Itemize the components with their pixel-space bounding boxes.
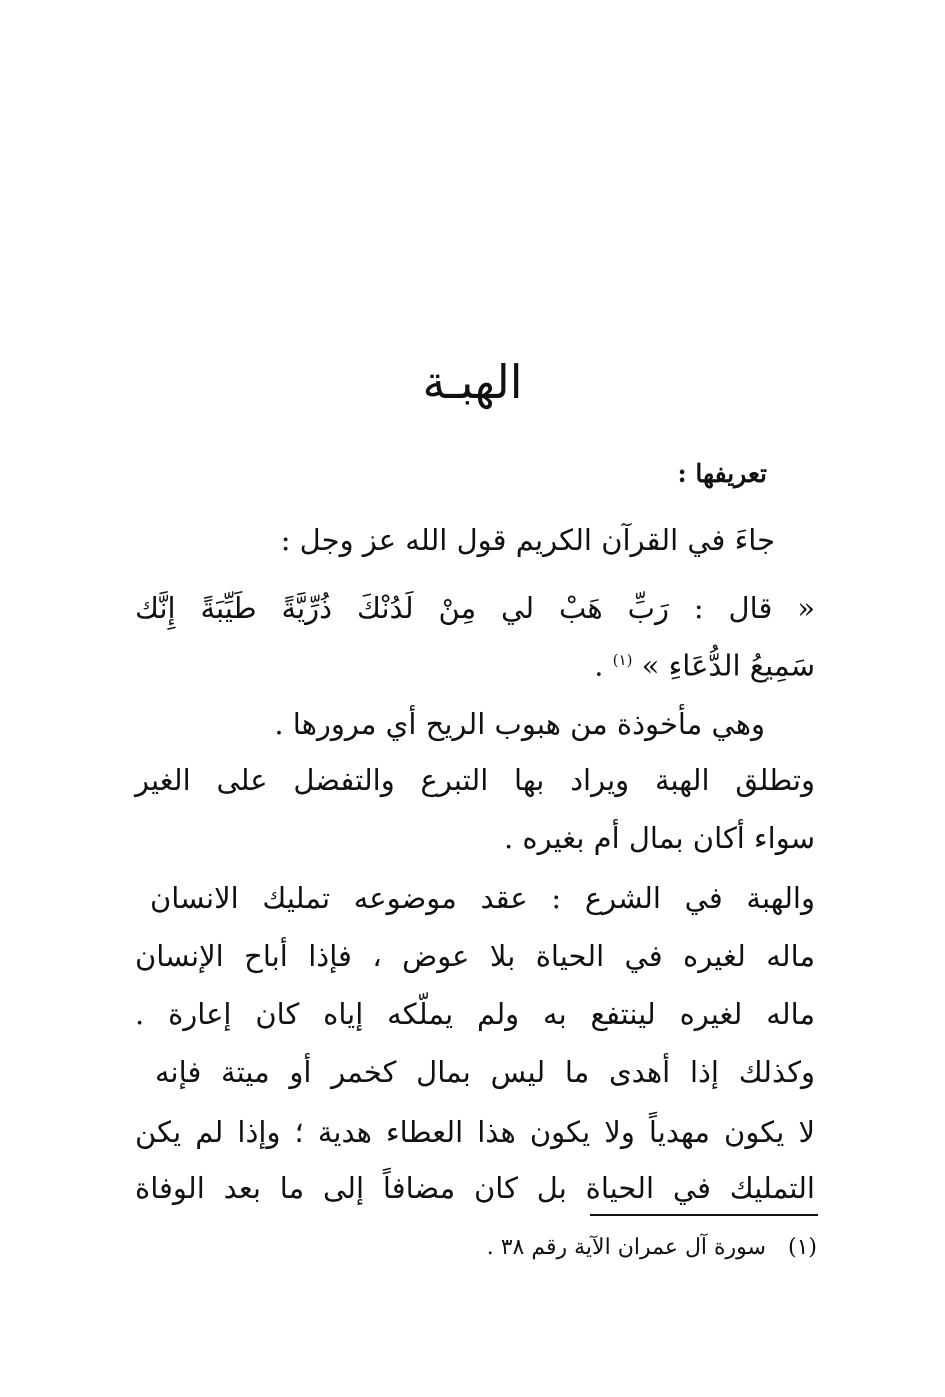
page-title: الهبـة: [422, 355, 523, 409]
footnote-number: (١): [787, 1235, 817, 1260]
text-line-10: وكذلك إذا أهدى ما ليس بمال كخمر أو ميتة فإنه: [155, 1055, 815, 1089]
text-line-2: « قال : رَبِّ هَبْ لي مِنْ لَدُنْكَ ذُرِّيَّةً طَيِّبَةً إِنَّك: [135, 591, 815, 625]
footnote: [487, 1232, 817, 1264]
text-line-5: وتطلق الهبة ويراد بها التبرع والتفضل على الغير: [135, 763, 815, 797]
text-line-12: التمليك في الحياة بل كان مضافاً إلى ما بعد الوفاة: [135, 1171, 815, 1205]
text-line-9: ماله لغيره لينتفع به ولم يملّكه إياه كان إعارة .: [135, 997, 815, 1031]
line-end-dot: .: [594, 648, 613, 683]
footnote-ref: (١): [612, 651, 633, 669]
text-line-8: ماله لغيره في الحياة بلا عوض ، فإذا أباح الإنسان: [135, 939, 815, 973]
section-heading: تعريفها :: [677, 459, 767, 488]
text-line-1: جاءَ في القرآن الكريم قول الله عز وجل :: [280, 523, 775, 557]
footnote-divider: [590, 1214, 818, 1216]
text-line-11: لا يكون مهدياً ولا يكون هذا العطاء هدية ؛ وإذا لم يكن: [135, 1115, 815, 1149]
text-line-3: [594, 640, 815, 686]
text-line-4: وهي مأخوذة من هبوب الريح أي مرورها .: [274, 707, 765, 741]
footnote-text: سورة آل عمران الآية رقم ٣٨ .: [486, 1235, 766, 1260]
text-line-6: سواء أكان بمال أم بغيره .: [503, 821, 815, 855]
verse-end: سَمِيعُ الدُّعَاءِ »: [632, 648, 815, 683]
text-line-7: والهبة في الشرع : عقد موضوعه تمليك الانسان: [150, 881, 815, 915]
